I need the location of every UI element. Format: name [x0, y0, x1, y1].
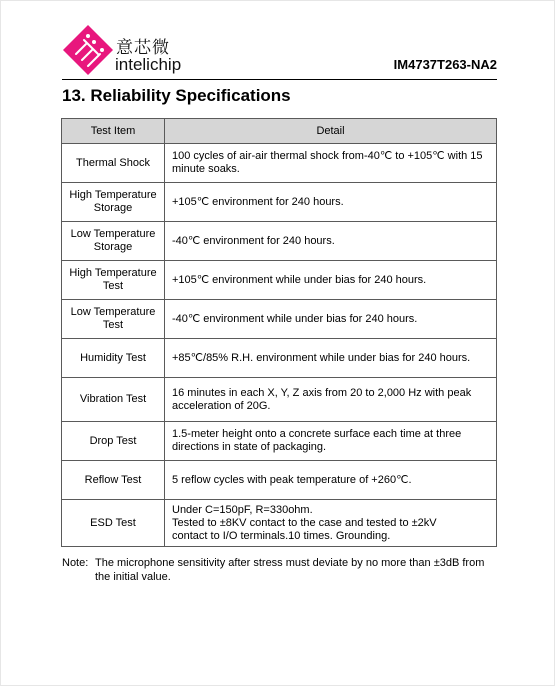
test-item-cell: High Temperature Test [62, 261, 165, 300]
test-item-cell: Low Temperature Test [62, 300, 165, 339]
document-id: IM4737T263-NA2 [393, 57, 497, 72]
table-row [62, 500, 497, 547]
test-detail-cell: +85℃/85% R.H. environment while under bias for 240 hours. [165, 339, 497, 378]
test-item-cell: Thermal Shock [62, 144, 165, 183]
esd-detail-line: contact to I/O terminals.10 times. Grounding. [172, 529, 391, 542]
column-header-test-item: Test Item [62, 119, 165, 144]
table-row [62, 144, 497, 183]
section-title: 13. Reliability Specifications [62, 86, 291, 105]
test-item-cell: Reflow Test [62, 461, 165, 500]
test-detail-cell: 16 minutes in each X, Y, Z axis from 20 to 2,000 Hz with peak acceleration of 20G. [165, 378, 497, 422]
test-detail-cell: -40℃ environment while under bias for 240 hours. [165, 300, 497, 339]
test-item-cell: ESD Test [62, 500, 165, 547]
test-detail-cell: 1.5-meter height onto a concrete surface each time at three directions in state of packaging. [165, 422, 497, 461]
table-row [62, 378, 497, 422]
test-item-cell: High Temperature Storage [62, 183, 165, 222]
test-detail-cell: +105℃ environment for 240 hours. [165, 183, 497, 222]
table-row [62, 422, 497, 461]
table-row [62, 183, 497, 222]
header-divider [62, 79, 497, 80]
table-row [62, 461, 497, 500]
note [62, 556, 502, 584]
table-row [62, 300, 497, 339]
table-row [62, 222, 497, 261]
test-item-cell: Low Temperature Storage [62, 222, 165, 261]
brand-name-chinese: 意芯微 [116, 38, 170, 58]
test-detail-cell [165, 500, 497, 547]
test-item-cell: Vibration Test [62, 378, 165, 422]
table-header-row [62, 119, 497, 144]
test-detail-cell: 100 cycles of air-air thermal shock from-40℃ to +105℃ with 15 minute soaks. [165, 144, 497, 183]
note-label: Note: [62, 557, 89, 569]
table-row [62, 339, 497, 378]
esd-detail-line: Tested to ±8KV contact to the case and tested to ±2kV [172, 516, 437, 529]
test-detail-cell: -40℃ environment for 240 hours. [165, 222, 497, 261]
note-text: The microphone sensitivity after stress must deviate by no more than ±3dB from the initial value. [95, 557, 485, 583]
esd-detail-line: Under C=150pF, R=330ohm. [172, 503, 313, 516]
reliability-table [61, 118, 497, 547]
column-header-detail: Detail [165, 119, 497, 144]
brand-name: intelichip [115, 55, 182, 74]
test-item-cell: Drop Test [62, 422, 165, 461]
test-item-cell: Humidity Test [62, 339, 165, 378]
table-row [62, 261, 497, 300]
test-detail-cell: +105℃ environment while under bias for 240 hours. [165, 261, 497, 300]
intelichip-logo-icon [62, 24, 114, 76]
test-detail-cell: 5 reflow cycles with peak temperature of +260℃. [165, 461, 497, 500]
